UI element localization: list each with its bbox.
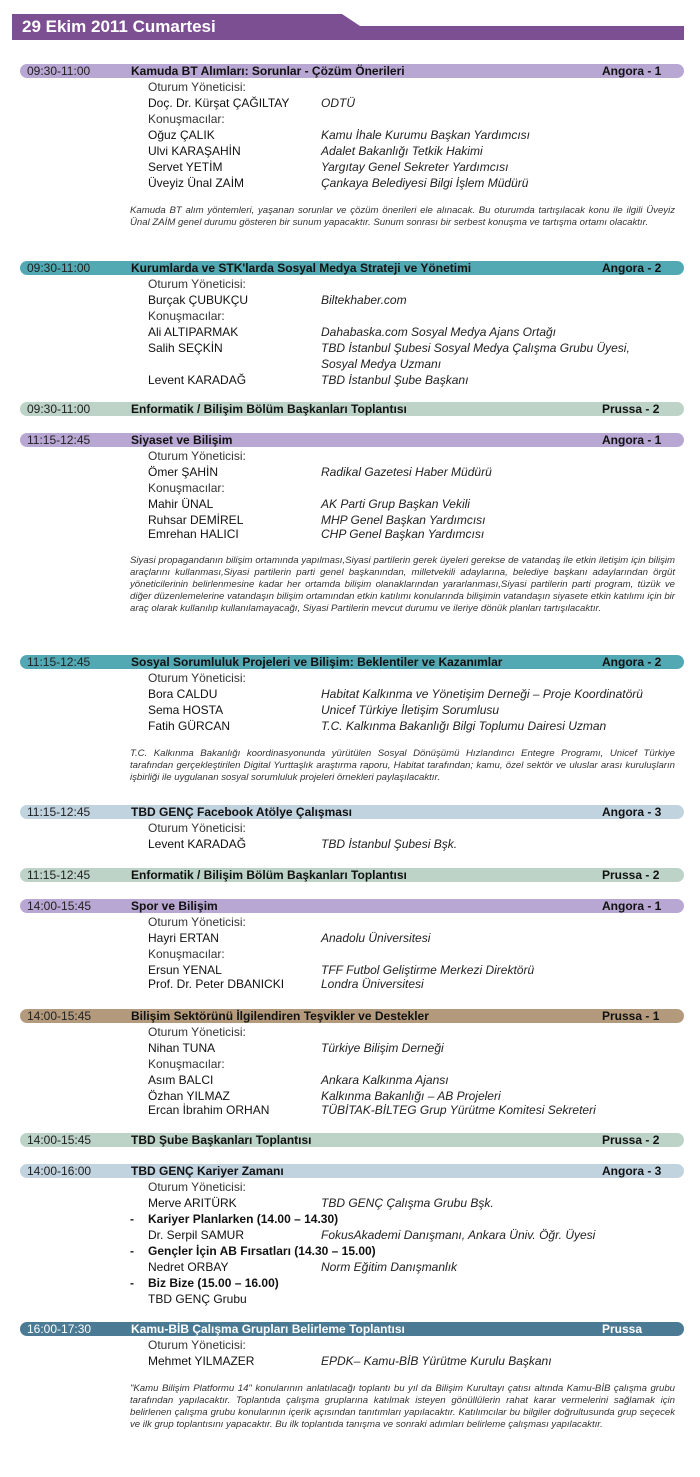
session-room: Angora - 2 <box>602 655 662 669</box>
session-header-bar <box>20 1322 684 1336</box>
moderator-name: Nihan TUNA <box>148 1041 216 1055</box>
session-time: 09:30-11:00 <box>27 64 91 78</box>
speaker-affiliation: Kamu İhale Kurumu Başkan Yardımcısı <box>321 128 530 142</box>
moderator-name: Ömer ŞAHİN <box>148 465 219 479</box>
moderator-label: Oturum Yöneticisi: <box>148 277 246 291</box>
session-room: Prussa - 2 <box>602 1133 660 1147</box>
moderator-affiliation: Anadolu Üniversitesi <box>321 931 431 945</box>
speaker-affiliation: Adalet Bakanlığı Tetkik Hakimi <box>321 144 483 158</box>
moderator-affiliation: ODTÜ <box>321 96 355 110</box>
session-title: Bilişim Sektörünü İlgilendiren Teşvikler ve Destekler <box>131 1009 429 1023</box>
moderator-affiliation: Radikal Gazetesi Haber Müdürü <box>321 465 492 479</box>
session-time: 11:15-12:45 <box>27 655 91 669</box>
session-room: Prussa - 1 <box>602 1009 660 1023</box>
speakers-label: Konuşmacılar: <box>148 481 225 495</box>
moderator-affiliation: Türkiye Bilişim Derneği <box>321 1041 444 1055</box>
speakers-label: Konuşmacılar: <box>148 1057 225 1071</box>
session-header-bar <box>20 805 684 819</box>
session-room: Angora - 1 <box>602 433 662 447</box>
moderator-label: Oturum Yöneticisi: <box>148 1338 246 1352</box>
session-room: Angora - 1 <box>602 899 662 913</box>
session-time: 11:15-12:45 <box>27 433 91 447</box>
session-title: Kamu-BİB Çalışma Grupları Belirleme Toplantısı <box>131 1322 405 1336</box>
session-header-bar <box>20 402 684 416</box>
speaker-affiliation-cont: Sosyal Medya Uzmanı <box>321 357 442 371</box>
session-time: 09:30-11:00 <box>27 261 91 275</box>
speaker-name: Servet YETİM <box>148 160 223 174</box>
moderator-affiliation: TBD İstanbul Şubesi Bşk. <box>321 837 458 851</box>
subsession-title: Kariyer Planlarken (14.00 – 14.30) <box>148 1212 339 1226</box>
session-room: Prussa - 2 <box>602 402 660 416</box>
moderator-label: Oturum Yöneticisi: <box>148 449 246 463</box>
person-name: Sema HOSTA <box>148 703 224 717</box>
session-time: 14:00-15:45 <box>27 1009 92 1023</box>
person-affiliation: T.C. Kalkınma Bakanlığı Bilgi Toplumu Dairesi Uzman <box>321 719 607 733</box>
speaker-name: Ali ALTIPARMAK <box>148 325 239 339</box>
session-time: 14:00-15:45 <box>27 1133 92 1147</box>
session-room: Prussa <box>602 1322 643 1336</box>
moderator-label: Oturum Yöneticisi: <box>148 80 246 94</box>
speaker-name: Ersun YENAL <box>148 963 222 977</box>
speaker-affiliation: CHP Genel Başkan Yardımcısı <box>321 527 485 541</box>
session-title: TBD GENÇ Kariyer Zamanı <box>131 1164 284 1178</box>
subsession-bullet: - <box>130 1244 134 1258</box>
page-header <box>12 14 684 40</box>
subsession-bullet: - <box>130 1212 134 1226</box>
speaker-affiliation: Çankaya Belediyesi Bilgi İşlem Müdürü <box>321 176 529 190</box>
speaker-name: Özhan YILMAZ <box>148 1089 230 1103</box>
subsession-speaker: Nedret ORBAY <box>148 1260 229 1274</box>
session-title: Spor ve Bilişim <box>131 899 218 913</box>
session-time: 14:00-15:45 <box>27 899 92 913</box>
speaker-name: Levent KARADAĞ <box>148 373 247 387</box>
session-time: 09:30-11:00 <box>27 402 91 416</box>
speakers-label: Konuşmacılar: <box>148 112 225 126</box>
page-title: 29 Ekim 2011 Cumartesi <box>22 17 216 36</box>
session-time: 14:00-16:00 <box>27 1164 92 1178</box>
speaker-affiliation: Yargıtay Genel Sekreter Yardımcısı <box>321 160 509 174</box>
session-title: TBD Şube Başkanları Toplantısı <box>131 1133 312 1147</box>
session-time: 11:15-12:45 <box>27 805 91 819</box>
person-name: Bora CALDU <box>148 687 218 701</box>
moderator-name: Levent KARADAĞ <box>148 837 247 851</box>
speaker-affiliation: MHP Genel Başkan Yardımcısı <box>321 513 486 527</box>
session-description: Siyasi propagandanın bilişim ortamında yapılması,Siyasi partilerin gerek üyeleri gerekse de vatandaş ile etkin iletişim için bilişim araçlarını kullanması,Siyasi partilerin parti genel başkanından, milletvekili adaylarına, belediye başkanı adaylarından örgüt yöneticilerinin belirlenmesine kadar her ortamda bilişim olanaklarından yararlanması,Siyasi partilerin parti program, tüzük ve diğer düzenlemelerine vatandaşın bilişim ortamından etkin katılımı konularında bilişimin vatandaşın siyasete etkin katılımı için bir araç olarak kullanılıp kullanılamayacağı, Siyasi Partilerin mevcut durumu ve ileriye dönük planları tartışılacaktır. <box>130 555 675 614</box>
speaker-affiliation: TBD İstanbul Şube Başkanı <box>321 373 469 387</box>
moderator-name: Doç. Dr. Kürşat ÇAĞILTAY <box>148 96 290 110</box>
speaker-name: Asım BALCI <box>148 1073 214 1087</box>
session-title: Enformatik / Bilişim Bölüm Başkanları Toplantısı <box>131 868 407 882</box>
session-description: "Kamu Bilişim Platformu 14" konularının anlatılacağı toplantı bu yıl da Bilişim Kurultayı çatısı altında Kamu-BİB çalışma grubu tarafından yapılacaktır. Toplantıda çalışma gruplarına katılmak isteyen gönüllülerin rahat karar vermelerini sağlamak için belirlenen çalışma grubu konularının içerik açısından tanıtımları yapılacaktır. Katılımcılar bu bilgiler doğrultusunda grup seçecek ve ilk grup toplantısını yapacaktır. Bu ilk toplantıda tanışma ve sonraki adımları belirleme çalışması yapılacaktır. <box>130 1383 675 1430</box>
session-header-bar <box>20 64 684 78</box>
session-title: Sosyal Sorumluluk Projeleri ve Bilişim: Beklentiler ve Kazanımlar <box>131 655 503 669</box>
speaker-name: Emrehan HALICI <box>148 527 239 541</box>
subsession-bullet: - <box>130 1276 134 1290</box>
speaker-name: Ulvi KARAŞAHİN <box>148 144 241 158</box>
session-header-bar <box>20 433 684 447</box>
session-room: Prussa - 2 <box>602 868 660 882</box>
session-room: Angora - 1 <box>602 64 662 78</box>
subsession-title: Gençler İçin AB Fırsatları (14.30 – 15.00) <box>148 1244 376 1258</box>
session-time: 11:15-12:45 <box>27 868 91 882</box>
speaker-affiliation: TFF Futbol Geliştirme Merkezi Direktörü <box>321 963 535 977</box>
moderator-affiliation: EPDK– Kamu-BİB Yürütme Kurulu Başkanı <box>321 1354 552 1368</box>
moderator-name: Merve ARITÜRK <box>148 1196 237 1210</box>
person-name: Fatih GÜRCAN <box>148 719 231 733</box>
session-time: 16:00-17:30 <box>27 1322 92 1336</box>
speaker-affiliation: Londra Üniversitesi <box>321 977 424 991</box>
session-title: Siyaset ve Bilişim <box>131 433 233 447</box>
speakers-label: Konuşmacılar: <box>148 947 225 961</box>
speaker-name: Üveyiz Ünal ZAİM <box>148 176 245 190</box>
session-description: Kamuda BT alım yöntemleri, yaşanan sorunlar ve çözüm önerileri ele alınacak. Bu oturumda tartışılacak konu ile ilgili Üveyiz Ünal ZAİM genel durumu gösteren bir sunum yapacaktır. Sunum sonrası bir serbest konuşma ve tartışma ortamı olacaktır. <box>130 205 675 228</box>
session-room: Angora - 3 <box>602 805 662 819</box>
subsession-affiliation: FokusAkademi Danışmanı, Ankara Üniv. Öğr. Üyesi <box>321 1228 596 1242</box>
moderator-affiliation: TBD GENÇ Çalışma Grubu Bşk. <box>321 1196 494 1210</box>
speaker-name: Prof. Dr. Peter DBANICKI <box>148 977 285 991</box>
speaker-affiliation: TBD İstanbul Şubesi Sosyal Medya Çalışma Grubu Üyesi, <box>321 341 630 355</box>
session-header-bar <box>20 1164 684 1178</box>
session-header-bar <box>20 868 684 882</box>
session-header-bar <box>20 261 684 275</box>
speaker-affiliation: Ankara Kalkınma Ajansı <box>321 1073 449 1087</box>
session-title: Kurumlarda ve STK'larda Sosyal Medya Strateji ve Yönetimi <box>131 261 472 275</box>
subsession-speaker: Dr. Serpil SAMUR <box>148 1228 245 1242</box>
speaker-affiliation: AK Parti Grup Başkan Vekili <box>321 497 470 511</box>
moderator-name: Hayri ERTAN <box>148 931 219 945</box>
subsession-affiliation: Norm Eğitim Danışmanlık <box>321 1260 458 1274</box>
speaker-affiliation: TÜBİTAK-BİLTEG Grup Yürütme Komitesi Sekreteri <box>321 1103 596 1117</box>
speaker-name: Oğuz ÇALIK <box>148 128 215 142</box>
speaker-name: Ruhsar DEMİREL <box>148 513 244 527</box>
session-header-bar <box>20 1009 684 1023</box>
session-header-bar <box>20 899 684 913</box>
session-description: T.C. Kalkınma Bakanlığı koordinasyonunda yürütülen Sosyal Dönüşümü Hızlandırıcı Entegre Programı, Unicef Türkiye tarafından gerçekleştirilen Digital Yurttaşlık araştırma raporu, Habitat tarafından; kamu, özel sektör ve uluslar arası kuruluşların işbirliği ile uygulanan sosyal sorumluluk projeleri örnekleri paylaşılacaktır. <box>130 748 675 783</box>
session-room: Angora - 2 <box>602 261 662 275</box>
subsession-title: Biz Bize (15.00 – 16.00) <box>148 1276 279 1290</box>
session-title: TBD GENÇ Facebook Atölye Çalışması <box>131 805 352 819</box>
speaker-affiliation: Dahabaska.com Sosyal Medya Ajans Ortağı <box>321 325 557 339</box>
moderator-label: Oturum Yöneticisi: <box>148 915 246 929</box>
session-title: Enformatik / Bilişim Bölüm Başkanları Toplantısı <box>131 402 407 416</box>
moderator-name: Burçak ÇUBUKÇU <box>148 293 249 307</box>
speaker-name: Mahir ÜNAL <box>148 497 214 511</box>
speaker-name: Ercan İbrahim ORHAN <box>148 1103 270 1117</box>
moderator-affiliation: Biltekhaber.com <box>321 293 407 307</box>
moderator-name: Mehmet YILMAZER <box>148 1354 255 1368</box>
speaker-affiliation: Kalkınma Bakanlığı – AB Projeleri <box>321 1089 501 1103</box>
moderator-label: Oturum Yöneticisi: <box>148 1025 246 1039</box>
subsession-speaker: TBD GENÇ Grubu <box>148 1292 247 1306</box>
speakers-label: Konuşmacılar: <box>148 309 225 323</box>
moderator-label: Oturum Yöneticisi: <box>148 1180 246 1194</box>
moderator-label: Oturum Yöneticisi: <box>148 671 246 685</box>
session-room: Angora - 3 <box>602 1164 662 1178</box>
session-title: Kamuda BT Alımları: Sorunlar - Çözüm Önerileri <box>131 64 405 78</box>
moderator-label: Oturum Yöneticisi: <box>148 821 246 835</box>
session-header-bar <box>20 1133 684 1147</box>
person-affiliation: Unicef Türkiye İletişim Sorumlusu <box>321 703 500 717</box>
speaker-name: Salih SEÇKİN <box>148 341 223 355</box>
person-affiliation: Habitat Kalkınma ve Yönetişim Derneği – Proje Koordinatörü <box>321 687 643 701</box>
session-header-bar <box>20 655 684 669</box>
